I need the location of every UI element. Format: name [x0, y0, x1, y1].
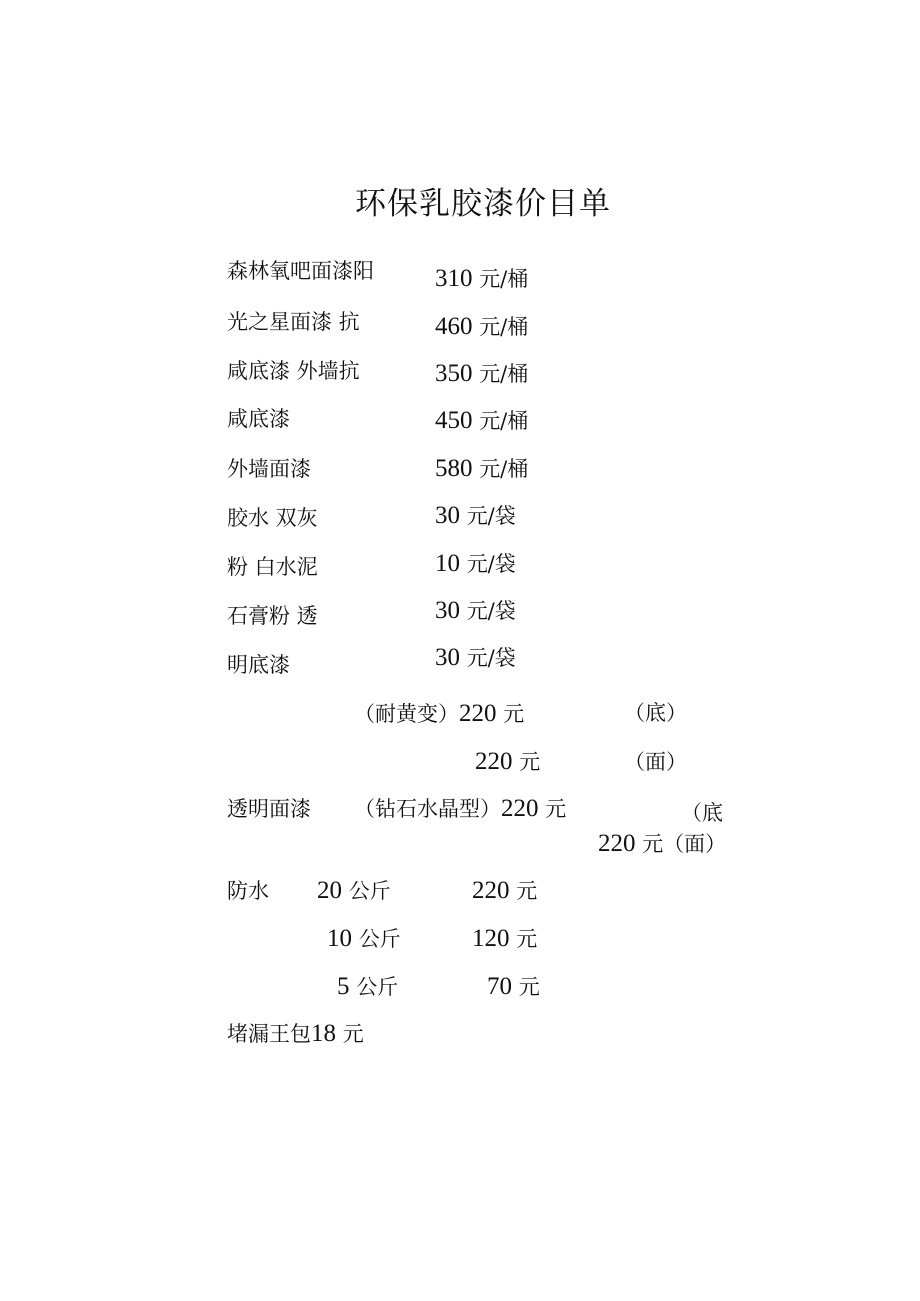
item-name-4: 外墙面漆	[227, 457, 311, 481]
item-price-value-4: 580	[435, 455, 473, 482]
waterproof-weight-2	[337, 974, 398, 1000]
item-name-6: 粉 白水泥	[227, 555, 318, 579]
item-price-value-7: 30	[435, 597, 460, 624]
item-name-8: 明底漆	[227, 653, 290, 677]
waterproof-weight-value-1: 10	[327, 925, 352, 952]
item-price-2	[435, 361, 528, 387]
item-price-7	[435, 598, 516, 624]
waterproof-weight-unit-0: 公斤	[348, 879, 391, 903]
clear-coat-price-3: 220	[501, 795, 539, 822]
item-price-4	[435, 456, 528, 482]
item-price-unit-1: 元/桶	[479, 315, 529, 339]
waterproof-weight-value-0: 20	[317, 877, 342, 904]
item-price-8	[435, 645, 516, 671]
item-price-unit-5: 元/袋	[466, 504, 516, 528]
waterproof-price-unit-2: 元	[518, 975, 540, 999]
item-price-value-0: 310	[435, 265, 473, 292]
waterproof-price-0	[472, 878, 537, 904]
clear-coat-price-4: 220	[598, 830, 636, 857]
item-price-value-2: 350	[435, 360, 473, 387]
item-price-unit-4: 元/桶	[479, 457, 529, 481]
clear-coat-row1	[354, 701, 524, 727]
waterproof-weight-1	[327, 926, 401, 952]
clear-coat-note-3: （底	[681, 801, 723, 825]
clear-coat-note-2: （面）	[624, 750, 687, 774]
item-price-1	[435, 314, 528, 340]
leak-stopper-label: 堵漏王包	[227, 1022, 311, 1046]
clear-coat-row3	[354, 796, 566, 822]
item-price-value-3: 450	[435, 407, 473, 434]
clear-coat-unit-2: 元	[519, 750, 541, 774]
item-price-unit-0: 元/桶	[479, 267, 529, 291]
item-price-unit-3: 元/桶	[479, 409, 529, 433]
item-name-7: 石膏粉 透	[227, 604, 318, 628]
clear-coat-row4	[598, 831, 726, 857]
waterproof-weight-unit-1: 公斤	[358, 927, 401, 951]
item-price-3	[435, 408, 528, 434]
item-price-6	[435, 551, 516, 577]
item-price-5	[435, 503, 516, 529]
waterproof-price-unit-0: 元	[516, 879, 538, 903]
clear-coat-type-3: （钻石水晶型）	[354, 797, 501, 821]
item-price-unit-8: 元/袋	[466, 646, 516, 670]
waterproof-price-value-2: 70	[487, 973, 512, 1000]
item-price-unit-6: 元/袋	[466, 552, 516, 576]
clear-coat-note-1: （底）	[624, 701, 687, 725]
item-price-unit-2: 元/桶	[479, 362, 529, 386]
item-name-3: 咸底漆	[227, 407, 290, 431]
waterproof-price-value-0: 220	[472, 877, 510, 904]
clear-coat-label: 透明面漆	[227, 797, 311, 821]
item-price-unit-7: 元/袋	[466, 599, 516, 623]
clear-coat-row2	[475, 749, 540, 775]
clear-coat-unit-1: 元	[503, 702, 525, 726]
leak-stopper-row	[227, 1021, 364, 1047]
clear-coat-price-1: 220	[459, 700, 497, 727]
clear-coat-price-2: 220	[475, 748, 513, 775]
item-name-1: 光之星面漆 抗	[227, 310, 360, 334]
item-price-value-1: 460	[435, 313, 473, 340]
leak-stopper-price: 18	[311, 1020, 336, 1047]
waterproof-price-2	[487, 974, 540, 1000]
waterproof-weight-unit-2: 公斤	[356, 975, 399, 999]
waterproof-price-value-1: 120	[472, 925, 510, 952]
clear-coat-unit-3: 元	[545, 797, 567, 821]
page-title: 环保乳胶漆价目单	[355, 186, 611, 222]
waterproof-price-1	[472, 926, 537, 952]
item-price-value-5: 30	[435, 502, 460, 529]
clear-coat-unit-4: 元（面）	[642, 832, 727, 856]
item-price-value-8: 30	[435, 644, 460, 671]
waterproof-price-unit-1: 元	[516, 927, 538, 951]
item-name-2: 咸底漆 外墙抗	[227, 359, 360, 383]
clear-coat-type-1: （耐黄变）	[354, 702, 459, 726]
item-name-0: 森林氧吧面漆阳	[227, 259, 374, 283]
waterproof-weight-value-2: 5	[337, 973, 350, 1000]
leak-stopper-unit: 元	[342, 1022, 364, 1046]
item-price-value-6: 10	[435, 550, 460, 577]
item-price-0	[435, 266, 528, 292]
waterproof-weight-0	[317, 878, 391, 904]
waterproof-label: 防水	[227, 879, 269, 903]
item-name-5: 胶水 双灰	[227, 506, 318, 530]
